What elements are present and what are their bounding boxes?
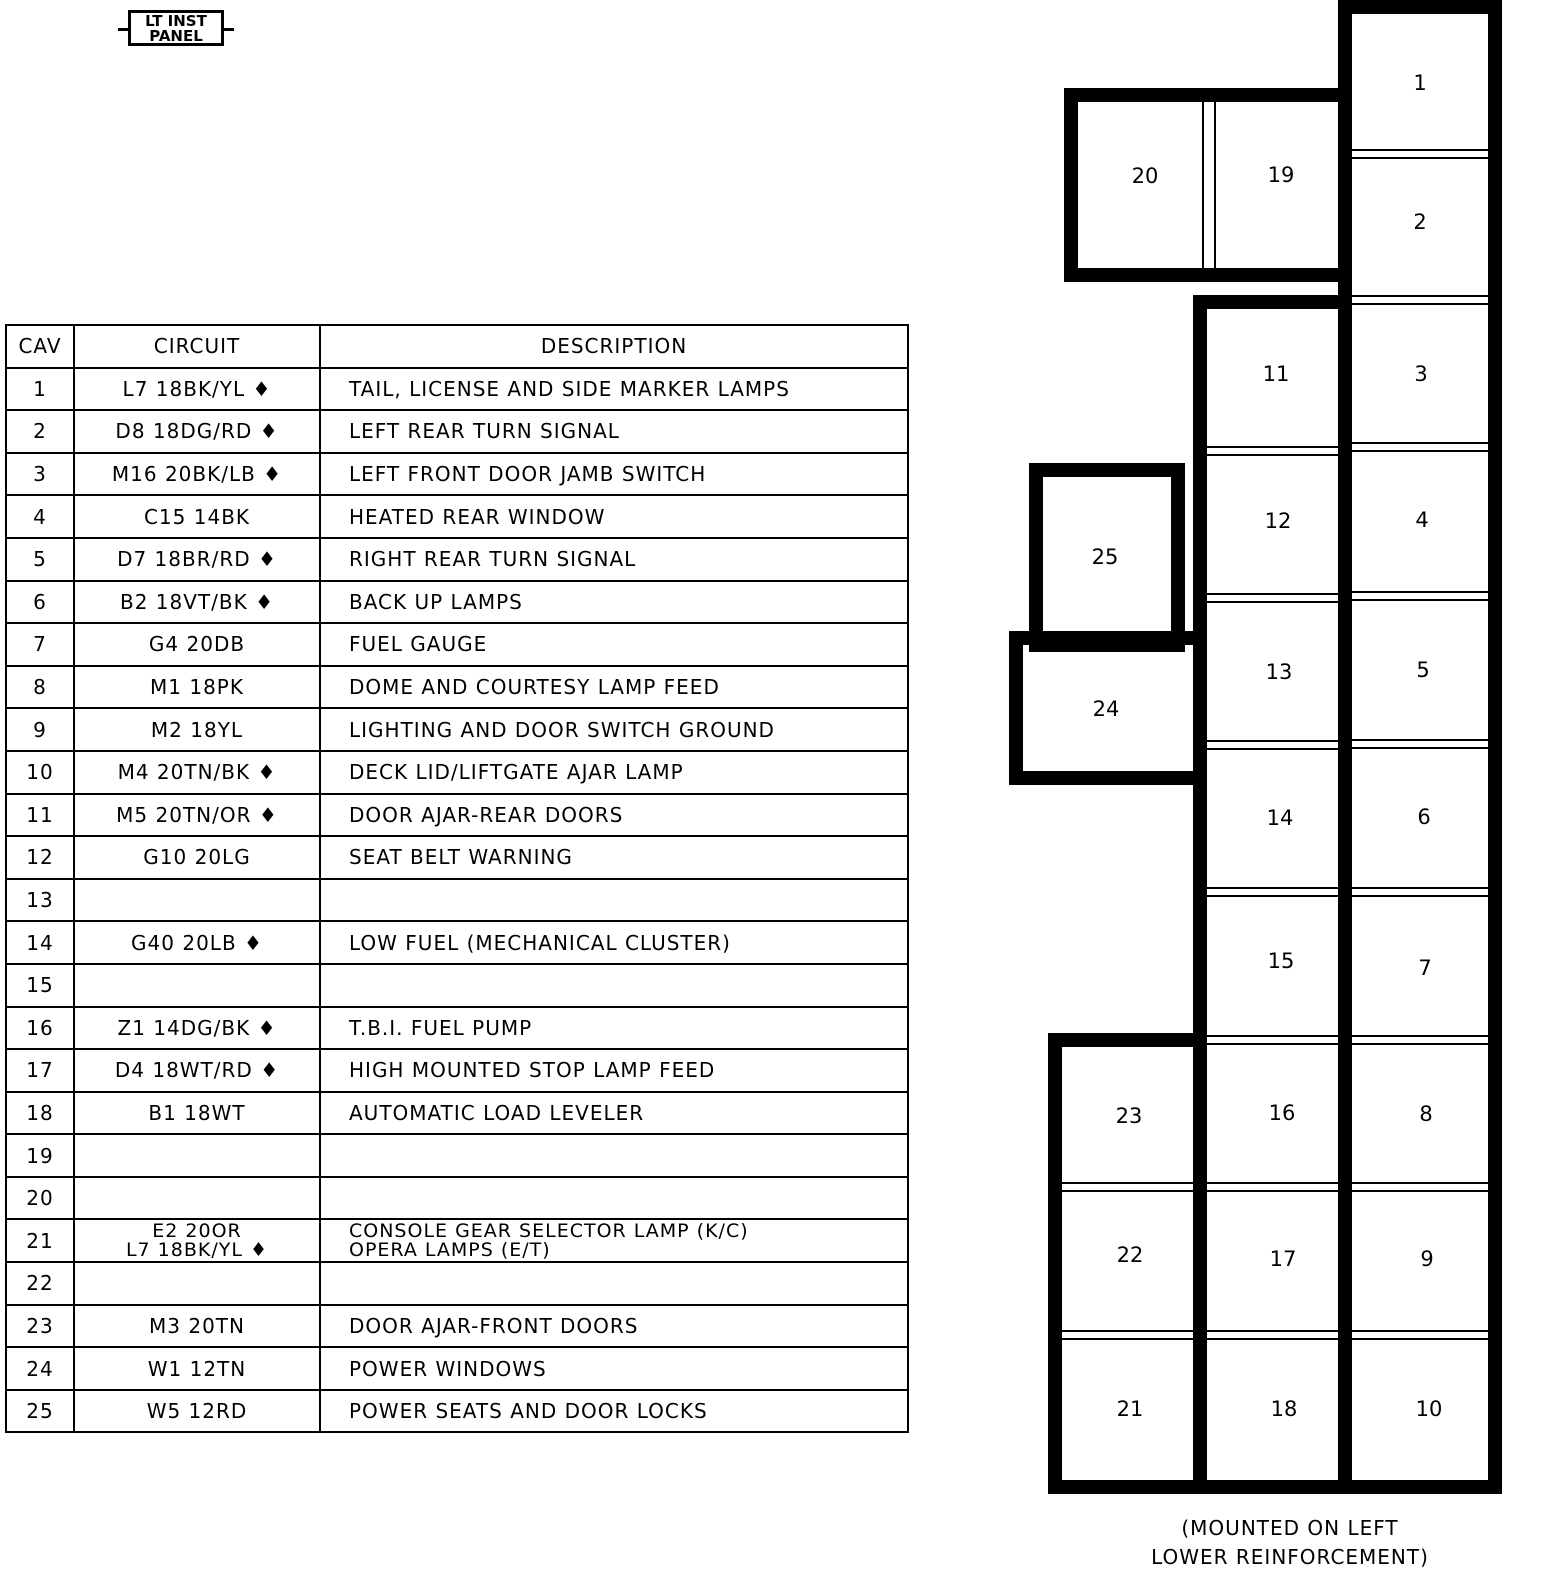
cell-cav: 5 [6,538,74,581]
cell-description: POWER SEATS AND DOOR LOCKS [320,1390,908,1433]
cell-cav: 6 [6,581,74,624]
cell-circuit: M5 20TN/OR ♦ [74,794,320,837]
cell-circuit: D4 18WT/RD ♦ [74,1049,320,1092]
cell-circuit: M1 18PK [74,666,320,709]
cavity-label-9: 9 [1420,1247,1434,1271]
cell-circuit: M3 20TN [74,1305,320,1348]
header-cav: CAV [6,325,74,368]
cell-cav: 4 [6,495,74,538]
cell-description: FUEL GAUGE [320,623,908,666]
cell-description: SEAT BELT WARNING [320,836,908,879]
cell-circuit: W1 12TN [74,1347,320,1390]
cell-circuit: W5 12RD [74,1390,320,1433]
cell-cav: 23 [6,1305,74,1348]
cell-circuit: Z1 14DG/BK ♦ [74,1007,320,1050]
connector-label-line1: LT INST [145,12,207,30]
cell-cav: 16 [6,1007,74,1050]
cell-cav: 20 [6,1177,74,1220]
cell-description: T.B.I. FUEL PUMP [320,1007,908,1050]
cell-circuit: B2 18VT/BK ♦ [74,581,320,624]
mounting-note [1110,1514,1470,1572]
cell-cav: 15 [6,964,74,1007]
cell-cav: 24 [6,1347,74,1390]
cell-description: AUTOMATIC LOAD LEVELER [320,1092,908,1135]
cell-cav: 22 [6,1262,74,1305]
cell-description: LOW FUEL (MECHANICAL CLUSTER) [320,921,908,964]
cavity-label-7: 7 [1418,956,1432,980]
cavity-label-6: 6 [1417,805,1431,829]
cavity-label-5: 5 [1416,658,1430,682]
cell-cav: 12 [6,836,74,879]
cell-cav: 10 [6,751,74,794]
cell-cav: 13 [6,879,74,922]
header-description: DESCRIPTION [320,325,908,368]
cell-cav: 11 [6,794,74,837]
cell-cav: 7 [6,623,74,666]
cell-cav: 1 [6,368,74,411]
cavity-label-18: 18 [1270,1397,1298,1421]
cell-description: LEFT REAR TURN SIGNAL [320,410,908,453]
cell-cav: 2 [6,410,74,453]
cavity-label-10: 10 [1415,1397,1443,1421]
cavity-label-11: 11 [1262,362,1290,386]
cavity-label-2: 2 [1413,210,1427,234]
cavity-label-21: 21 [1116,1397,1144,1421]
cell-circuit: L7 18BK/YL ♦ [74,368,320,411]
cell-cav: 17 [6,1049,74,1092]
cavity-label-1: 1 [1413,71,1427,95]
cell-circuit: M2 18YL [74,708,320,751]
cell-description: RIGHT REAR TURN SIGNAL [320,538,908,581]
cell-description: LIGHTING AND DOOR SWITCH GROUND [320,708,908,751]
cell-description: DECK LID/LIFTGATE AJAR LAMP [320,751,908,794]
cavity-label-3: 3 [1414,362,1428,386]
cell-cav: 18 [6,1092,74,1135]
cell-circuit: M4 20TN/BK ♦ [74,751,320,794]
cell-circuit: G10 20LG [74,836,320,879]
cavity-label-24: 24 [1092,697,1120,721]
cell-circuit: D8 18DG/RD ♦ [74,410,320,453]
cell-cav: 9 [6,708,74,751]
cell-circuit: C15 14BK [74,495,320,538]
mounting-note-line2: LOWER REINFORCEMENT) [1151,1545,1429,1569]
cell-description: BACK UP LAMPS [320,581,908,624]
cell-description: TAIL, LICENSE AND SIDE MARKER LAMPS [320,368,908,411]
cell-cav: 14 [6,921,74,964]
cavity-label-15: 15 [1267,949,1295,973]
cell-description: DOME AND COURTESY LAMP FEED [320,666,908,709]
cell-circuit: G40 20LB ♦ [74,921,320,964]
cell-circuit: B1 18WT [74,1092,320,1135]
cell-description: DOOR AJAR-REAR DOORS [320,794,908,837]
block-19-20-shell [1071,95,1345,275]
cavity-label-25: 25 [1091,545,1119,569]
cell-cav: 8 [6,666,74,709]
cell-cav: 19 [6,1134,74,1177]
cell-description: POWER WINDOWS [320,1347,908,1390]
cavity-label-12: 12 [1264,509,1292,533]
cavity-label-13: 13 [1265,660,1293,684]
column-middle-shell [1200,302,1345,1487]
cavity-label-17: 17 [1269,1247,1297,1271]
cavity-label-20: 20 [1131,164,1159,188]
cell-description: DOOR AJAR-FRONT DOORS [320,1305,908,1348]
cell-circuit-line1: E2 20OR [152,1219,242,1242]
cell-circuit-line2: L7 18BK/YL ♦ [125,1238,269,1261]
cavity-label-14: 14 [1266,806,1294,830]
cell-cav: 25 [6,1390,74,1433]
cell-cav: 21 [6,1219,74,1262]
cell-description: LEFT FRONT DOOR JAMB SWITCH [320,453,908,496]
cavity-label-22: 22 [1116,1243,1144,1267]
cell-description-line2: OPERA LAMPS (E/T) [349,1238,551,1261]
connector-label-line2: PANEL [149,27,203,45]
cavity-label-8: 8 [1419,1102,1433,1126]
cell-circuit: M16 20BK/LB ♦ [74,453,320,496]
cell-description: HIGH MOUNTED STOP LAMP FEED [320,1049,908,1092]
cavity-label-16: 16 [1268,1101,1296,1125]
cavity-label-19: 19 [1267,163,1295,187]
cell-description-line1: CONSOLE GEAR SELECTOR LAMP (K/C) [349,1219,749,1242]
cavity-label-4: 4 [1415,508,1429,532]
header-circuit: CIRCUIT [74,325,320,368]
cell-circuit: G4 20DB [74,623,320,666]
cavity-label-23: 23 [1115,1104,1143,1128]
cell-description: HEATED REAR WINDOW [320,495,908,538]
cell-circuit: D7 18BR/RD ♦ [74,538,320,581]
cell-cav: 3 [6,453,74,496]
mounting-note-line1: (MOUNTED ON LEFT [1181,1516,1399,1540]
